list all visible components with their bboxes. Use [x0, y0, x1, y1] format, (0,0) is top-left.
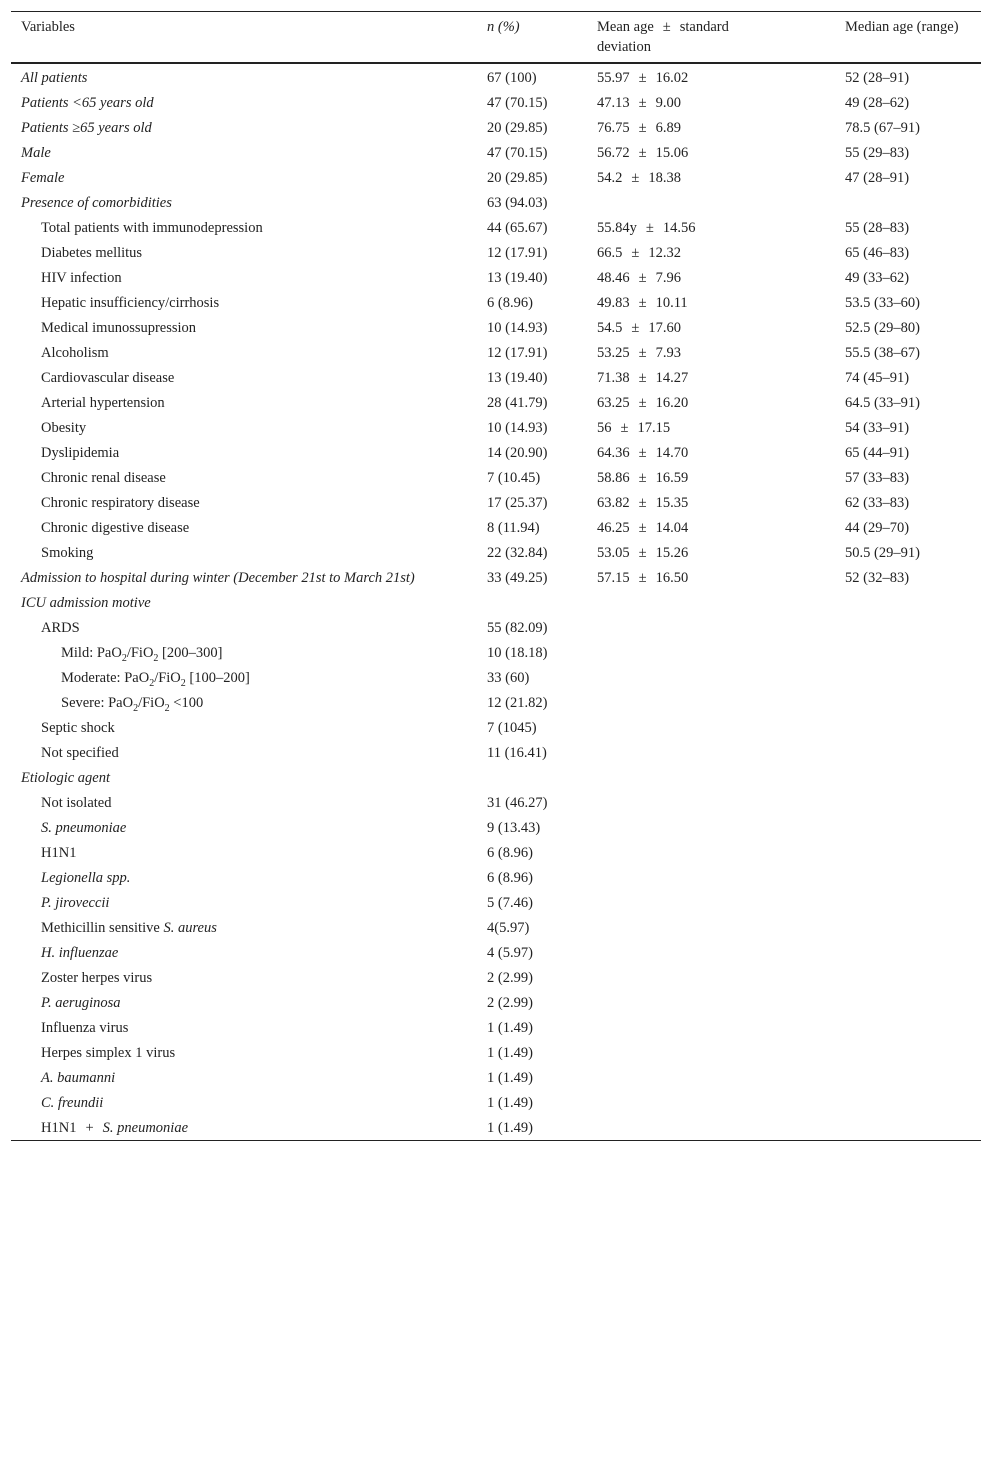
row-label: Not specified	[41, 745, 119, 761]
row-median: 52 (32–83)	[845, 570, 910, 586]
row-n: 2 (2.99)	[487, 970, 533, 986]
row-n: 55 (82.09)	[487, 620, 548, 636]
table-row	[11, 665, 981, 690]
table-row	[11, 140, 981, 165]
row-mean-sd: 71.38 ± 14.27	[597, 370, 689, 386]
patient-characteristics-table	[11, 11, 981, 1141]
table-row	[11, 115, 981, 140]
table-row	[11, 790, 981, 815]
row-label: Arterial hypertension	[41, 395, 165, 411]
row-median: 49 (28–62)	[845, 95, 910, 111]
row-label: Presence of comorbidities	[21, 195, 172, 211]
table-row	[11, 315, 981, 340]
table-row	[11, 365, 981, 390]
row-label: Not isolated	[41, 795, 112, 811]
row-n: 31 (46.27)	[487, 795, 548, 811]
header-median-age: Median age (range)	[845, 19, 959, 35]
row-n: 1 (1.49)	[487, 1070, 533, 1086]
row-n	[477, 590, 587, 615]
row-n: 67 (100)	[487, 70, 537, 86]
table-row	[11, 265, 981, 290]
row-mean-sd: 54.5 ± 17.60	[597, 320, 681, 336]
row-median: 49 (33–62)	[845, 270, 910, 286]
row-label: Obesity	[41, 420, 87, 436]
row-n: 10 (18.18)	[487, 645, 548, 661]
row-label: Diabetes mellitus	[41, 245, 143, 261]
row-label: Legionella spp.	[41, 870, 131, 886]
row-label: ARDS	[41, 620, 80, 636]
row-n: 63 (94.03)	[487, 195, 548, 211]
table-row	[11, 565, 981, 590]
table-row	[11, 540, 981, 565]
row-n: 9 (13.43)	[487, 820, 541, 836]
row-n: 28 (41.79)	[487, 395, 548, 411]
table-row	[11, 1015, 981, 1040]
section-label: ICU admission motive	[21, 595, 151, 611]
header-n: n (%)	[487, 19, 520, 35]
row-median: 65 (46–83)	[845, 245, 910, 261]
row-median: 55.5 (38–67)	[845, 345, 920, 361]
row-n: 10 (14.93)	[487, 420, 548, 436]
row-label: Chronic renal disease	[41, 470, 166, 486]
row-label: Female	[21, 170, 65, 186]
row-median: 53.5 (33–60)	[845, 295, 920, 311]
row-n: 10 (14.93)	[487, 320, 548, 336]
table-row	[11, 840, 981, 865]
table-row	[11, 915, 981, 940]
row-mean-sd: 48.46 ± 7.96	[597, 270, 681, 286]
table-row	[11, 715, 981, 740]
row-label: Septic shock	[41, 720, 115, 736]
row-median: 44 (29–70)	[845, 520, 910, 536]
row-mean-sd: 63.82 ± 15.35	[597, 495, 689, 511]
row-label: Admission to hospital during winter (December 21st to March 21st)	[21, 570, 415, 586]
row-label: H1N1 + S. pneumoniae	[41, 1120, 189, 1136]
row-label: Cardiovascular disease	[41, 370, 175, 386]
row-n: 20 (29.85)	[487, 120, 548, 136]
header-mean-age: Mean age ± standard deviation	[597, 19, 729, 55]
row-median: 62 (33–83)	[845, 495, 910, 511]
row-n: 33 (60)	[487, 670, 530, 686]
row-label: C. freundii	[41, 1095, 104, 1111]
row-label: P. jiroveccii	[41, 895, 110, 911]
row-n: 6 (8.96)	[487, 845, 533, 861]
row-n: 5 (7.46)	[487, 895, 533, 911]
row-label: Patients ≥65 years old	[21, 120, 152, 136]
row-n: 47 (70.15)	[487, 95, 548, 111]
row-n: 2 (2.99)	[487, 995, 533, 1011]
table-row	[11, 1090, 981, 1115]
row-n: 11 (16.41)	[487, 745, 547, 761]
table-row	[11, 465, 981, 490]
table-row	[11, 340, 981, 365]
row-n: 1 (1.49)	[487, 1045, 533, 1061]
table-row	[11, 190, 981, 215]
row-n: 6 (8.96)	[487, 870, 533, 886]
row-median: 74 (45–91)	[845, 370, 910, 386]
table-row	[11, 615, 981, 640]
row-median: 52.5 (29–80)	[845, 320, 920, 336]
row-label: Mild: PaO$_2$/FiO$_2$ [200–300]	[61, 645, 223, 664]
table-row	[11, 90, 981, 115]
row-n: 1 (1.49)	[487, 1020, 533, 1036]
row-label: Total patients with immunodepression	[41, 220, 263, 236]
row-label: Male	[21, 145, 51, 161]
row-mean-sd: 53.25 ± 7.93	[597, 345, 681, 361]
row-n: 1 (1.49)	[487, 1095, 533, 1111]
row-median: 55 (28–83)	[845, 220, 910, 236]
row-mean-sd: 53.05 ± 15.26	[597, 545, 689, 561]
row-n: 17 (25.37)	[487, 495, 548, 511]
row-mean-sd: 47.13 ± 9.00	[597, 95, 681, 111]
row-median: 55 (29–83)	[845, 145, 910, 161]
table-row	[11, 240, 981, 265]
table-row	[11, 440, 981, 465]
row-median: 64.5 (33–91)	[845, 395, 920, 411]
table-row	[11, 990, 981, 1015]
row-mean-sd: 58.86 ± 16.59	[597, 470, 689, 486]
row-n: 7 (1045)	[487, 720, 537, 736]
table-row	[11, 290, 981, 315]
row-label: Smoking	[41, 545, 94, 561]
row-n: 4(5.97)	[487, 920, 530, 936]
row-median: 65 (44–91)	[845, 445, 910, 461]
row-label: Alcoholism	[41, 345, 109, 361]
row-n: 47 (70.15)	[487, 145, 548, 161]
row-label: All patients	[21, 70, 88, 86]
row-mean-sd: 63.25 ± 16.20	[597, 395, 689, 411]
row-label: Influenza virus	[41, 1020, 129, 1036]
table-row	[11, 515, 981, 540]
table-row	[11, 1065, 981, 1090]
row-n: 44 (65.67)	[487, 220, 548, 236]
row-label: A. baumanni	[41, 1070, 116, 1086]
table-row	[11, 390, 981, 415]
row-n: 13 (19.40)	[487, 270, 548, 286]
row-mean-sd: 76.75 ± 6.89	[597, 120, 681, 136]
table-row	[11, 63, 981, 90]
table-row	[11, 490, 981, 515]
table-row	[11, 740, 981, 765]
row-label: H. influenzae	[41, 945, 119, 961]
section-row	[11, 590, 981, 615]
row-label: Chronic respiratory disease	[41, 495, 200, 511]
row-label: Moderate: PaO$_2$/FiO$_2$ [100–200]	[61, 670, 250, 689]
row-label: Dyslipidemia	[41, 445, 120, 461]
row-n: 4 (5.97)	[487, 945, 533, 961]
row-label: Patients <65 years old	[21, 95, 154, 111]
row-label: Severe: PaO$_2$/FiO$_2$ <100	[61, 695, 204, 714]
row-label: Chronic digestive disease	[41, 520, 190, 536]
table-row	[11, 815, 981, 840]
table-row	[11, 965, 981, 990]
row-n: 22 (32.84)	[487, 545, 548, 561]
row-mean-sd: 54.2 ± 18.38	[597, 170, 681, 186]
table-row	[11, 890, 981, 915]
row-label: Zoster herpes virus	[41, 970, 153, 986]
table-row	[11, 415, 981, 440]
row-n: 20 (29.85)	[487, 170, 548, 186]
row-mean-sd: 49.83 ± 10.11	[597, 295, 688, 311]
row-n: 1 (1.49)	[487, 1120, 533, 1136]
table-row	[11, 165, 981, 190]
row-n: 12 (17.91)	[487, 245, 548, 261]
row-n: 12 (21.82)	[487, 695, 548, 711]
table-row	[11, 940, 981, 965]
row-mean-sd: 56.72 ± 15.06	[597, 145, 689, 161]
row-label: P. aeruginosa	[41, 995, 121, 1011]
table-row	[11, 1040, 981, 1065]
row-n: 8 (11.94)	[487, 520, 540, 536]
row-mean-sd: 56 ± 17.15	[597, 420, 671, 436]
table-row	[11, 865, 981, 890]
row-median: 52 (28–91)	[845, 70, 910, 86]
section-label: Etiologic agent	[21, 770, 110, 786]
row-median: 57 (33–83)	[845, 470, 910, 486]
row-n: 6 (8.96)	[487, 295, 533, 311]
row-median: 54 (33–91)	[845, 420, 910, 436]
row-n	[477, 765, 587, 790]
table-row	[11, 640, 981, 665]
row-label: Herpes simplex 1 virus	[41, 1045, 176, 1061]
table-row	[11, 690, 981, 715]
row-n: 14 (20.90)	[487, 445, 548, 461]
row-n: 33 (49.25)	[487, 570, 548, 586]
row-label: Medical imunossupression	[41, 320, 197, 336]
row-mean-sd: 66.5 ± 12.32	[597, 245, 681, 261]
row-label: Methicillin sensitive S. aureus	[41, 920, 217, 936]
row-n: 7 (10.45)	[487, 470, 541, 486]
row-label: S. pneumoniae	[41, 820, 127, 836]
header-row	[11, 12, 981, 64]
row-mean-sd: 55.97 ± 16.02	[597, 70, 689, 86]
section-row	[11, 765, 981, 790]
row-mean-sd: 64.36 ± 14.70	[597, 445, 689, 461]
row-label: H1N1	[41, 845, 77, 861]
row-label: Hepatic insufficiency/cirrhosis	[41, 295, 220, 311]
row-mean-sd: 55.84y ± 14.56	[597, 220, 696, 236]
table-row	[11, 215, 981, 240]
row-mean-sd: 57.15 ± 16.50	[597, 570, 689, 586]
row-median: 47 (28–91)	[845, 170, 910, 186]
header-variables: Variables	[21, 19, 75, 35]
row-median: 50.5 (29–91)	[845, 545, 920, 561]
row-median: 78.5 (67–91)	[845, 120, 920, 136]
table-row	[11, 1115, 981, 1141]
row-n: 13 (19.40)	[487, 370, 548, 386]
row-mean-sd: 46.25 ± 14.04	[597, 520, 689, 536]
row-label: HIV infection	[41, 270, 122, 286]
row-n: 12 (17.91)	[487, 345, 548, 361]
